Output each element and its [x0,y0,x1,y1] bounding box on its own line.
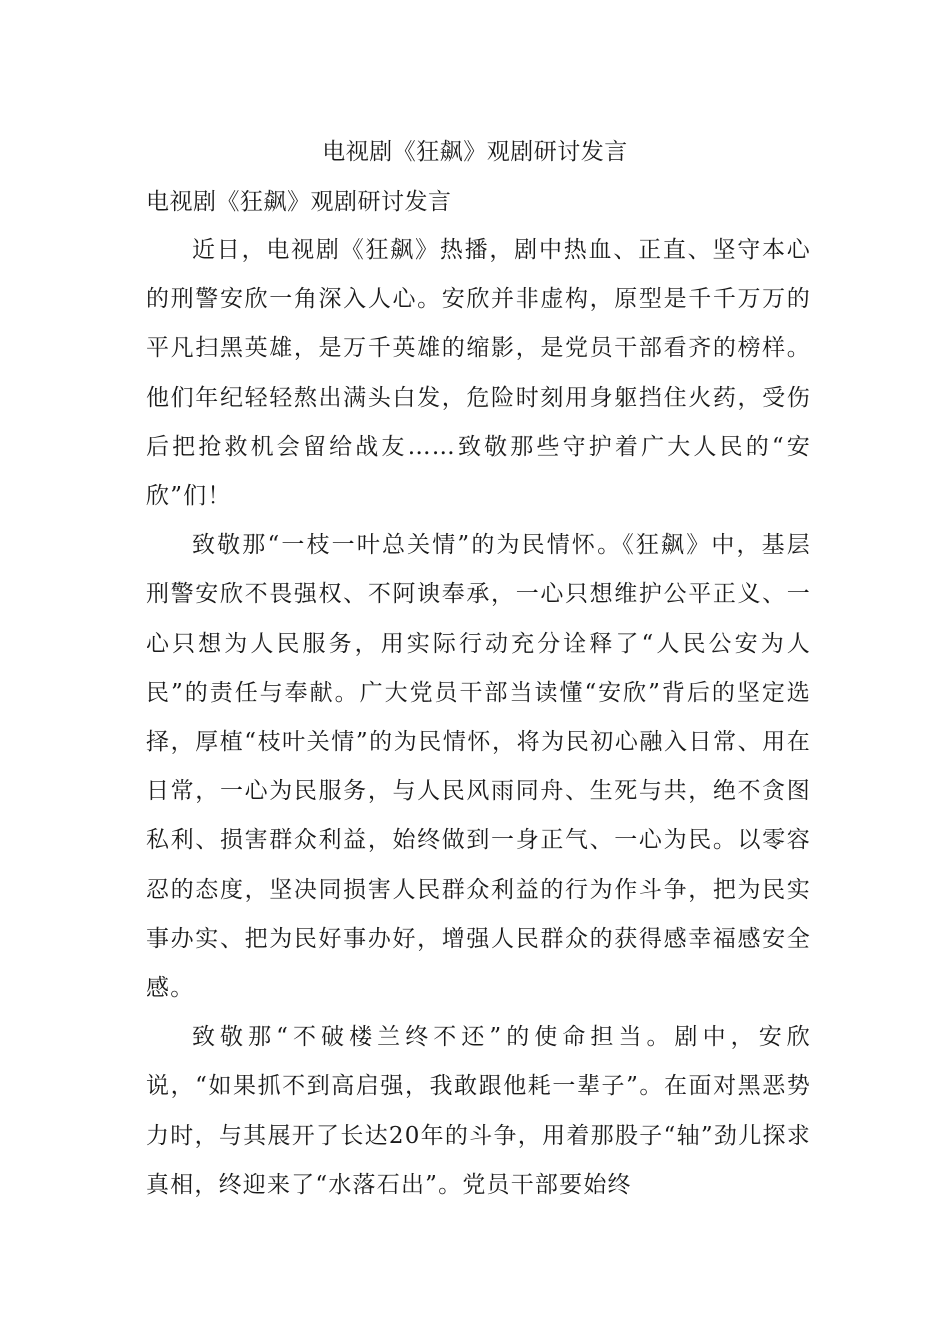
document-body [146,226,811,1210]
paragraph-mission: 致敬那“不破楼兰终不还”的使命担当。剧中，安欣说，“如果抓不到高启强，我敢跟他耗一辈子”。在面对黑恶势力时，与其展开了长达20年的斗争，用着那股子“轴”劲儿探求真相，终迎来了“水落石出”。党员干部要始终 [146,1024,811,1198]
paragraph-intro: 近日，电视剧《狂飙》热播，剧中热血、正直、坚守本心的刑警安欣一角深入人心。安欣并非虚构，原型是千千万万的平凡扫黑英雄，是万千英雄的缩影，是党员干部看齐的榜样。他们年纪轻轻熬出满头白发，危险时刻用身躯挡住火药，受伤后把抢救机会留给战友……致敬那些守护着广大人民的“安欣”们！ [146,237,811,510]
document-subtitle: 电视剧《狂飙》观剧研讨发言 [146,189,452,215]
paragraph-people-feelings: 致敬那“一枝一叶总关情”的为民情怀。《狂飙》中，基层刑警安欣不畏强权、不阿谀奉承，一心只想维护公平正义、一心只想为人民服务，用实际行动充分诠释了“人民公安为人民”的责任与奉献。广大党员干部当读懂“安欣”背后的坚定选择，厚植“枝叶关情”的为民情怀，将为民初心融入日常、用在日常，一心为民服务，与人民风雨同舟、生死与共，绝不贪图私利、损害群众利益，始终做到一身正气、一心为民。以零容忍的态度，坚决同损害人民群众利益的行为作斗争，把为民实事办实、把为民好事办好，增强人民群众的获得感幸福感安全感。 [146,532,811,1002]
document-title: 电视剧《狂飙》观剧研讨发言 [322,139,628,165]
